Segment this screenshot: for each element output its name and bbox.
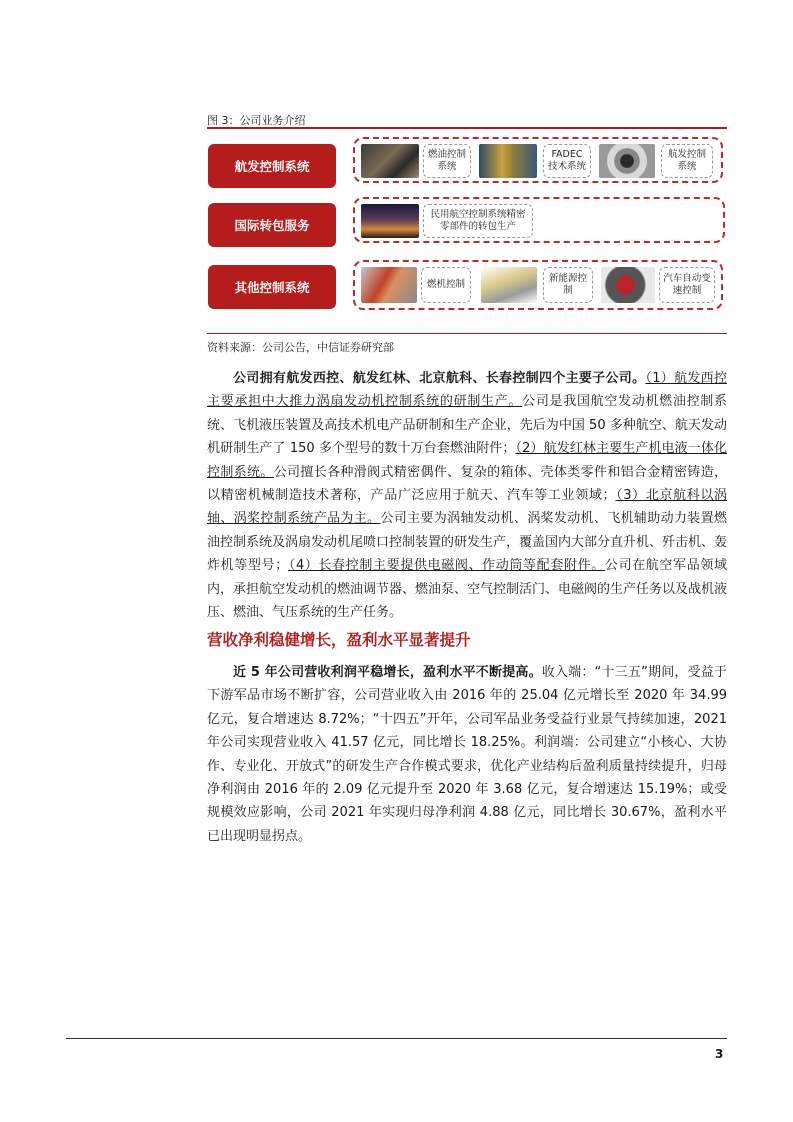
section-heading: 营收净利稳健增长，盈利水平显著提升 <box>207 631 471 649</box>
label-engine-control: 航发控制系统 <box>661 144 713 178</box>
figure-top-rule <box>207 127 727 129</box>
turbine-photo <box>599 144 655 178</box>
paragraph-subsidiaries <box>207 367 727 624</box>
group-international-subcontract <box>353 197 725 243</box>
para1-changchun: （4）长春控制主要提供电磁阀、作动筒等配套附件。 <box>288 558 605 574</box>
paragraph-financials <box>207 661 727 848</box>
label-gas-turbine-control: 燃机控制 <box>421 267 471 303</box>
category-other-control: 其他控制系统 <box>208 265 336 309</box>
para1-honglin-detail: 公司擅长各种滑阀式精密偶件、复杂的箱体、壳体类零件和铝合金精密铸造，以精密机械制造技术著称，产品广泛应用于航天、汽车等工业领域； <box>207 464 727 504</box>
label-subcontract: 民用航空控制系统精密零部件的转包生产 <box>423 204 533 238</box>
factory-photo <box>479 144 537 178</box>
figure-source: 资料来源：公司公告，中信证券研究部 <box>207 341 394 354</box>
para2-lead: 近 5 年公司营收利润平稳增长，盈利水平不断提高。 <box>233 665 542 680</box>
para1-hangke: （3）北京航科以涡轴、涡桨控制系统产品为主。 <box>207 488 727 527</box>
transmission-photo <box>601 267 655 303</box>
label-auto-transmission-control: 汽车自动变速控制 <box>659 267 715 303</box>
para1-changchun-detail: 公司在航空军品领域内，承担航空发动机的燃油调节器、燃油泵、空气控制活门、电磁阀的生产任务以及战机液压、燃油、气压系统的生产任务。 <box>207 558 728 621</box>
para1-hangke-detail: 公司主要为涡轴发动机、涡桨发动机、飞机辅助动力装置燃油控制系统及涡扇发动机尾喷口控制装置的研发生产，覆盖国内大部分直升机、歼击机、轰炸机等型号； <box>207 511 728 574</box>
label-fadec: FADEC技术系统 <box>543 144 591 178</box>
para1-honglin: （2）航发红林主要生产机电液一体化控制系统。 <box>207 441 727 480</box>
group-aero-engine-control <box>353 137 723 183</box>
para2-body: 收入端：“十三五”期间，受益于下游军品市场不断扩容，公司营业收入由 2016 年的 25.04 亿元增长至 2020 年 34.99 亿元，复合增速达 8.72%；“十四五”开年，公司军品业务受益行业景气持续加速，2021 年公司实现营业收入 41.57 亿元，同比增长 18.25%。利润端：公司建立“小核心、大协作、专业化、开放式”的研发生产合作模式要求，优化产业结构后盈利质量持续提升，归母净利润由 2016 年的 2.09 亿元提升至 2020 年 3.68 亿元，复合增速达 15.19%；或受规模效应影响，公司 2021 年实现归母净利润 4.88 亿元，同比增长 30.67%，盈利水平已出现明显拐点。 <box>207 665 727 844</box>
para1-lead: 公司拥有航发西控、航发红林、北京航科、长春控制四个主要子公司。 <box>233 371 646 386</box>
para1-xikong-detail: 公司是我国航空发动机燃油控制系统、飞机液压装置及高技术机电产品研制和生产企业，先后为中国 50 多种航空、航天发动机研制生产了 150 多个型号的数十万台套燃油附件； <box>207 394 727 457</box>
sunset-photo <box>361 204 419 238</box>
gas-turbine-photo <box>361 267 417 303</box>
footer-rule <box>66 1038 727 1039</box>
page-number: 3 <box>715 1047 724 1061</box>
battery-controller-photo <box>481 267 537 303</box>
engine-photo <box>361 144 419 178</box>
figure-bottom-rule <box>207 333 727 334</box>
category-aero-engine-control: 航发控制系统 <box>208 144 336 188</box>
label-fuel-control: 燃油控制系统 <box>423 144 471 178</box>
category-international-subcontract: 国际转包服务 <box>208 203 336 247</box>
para1-xikong: （1）航发西控主要承担中大推力涡扇发动机控制系统的研制生产。 <box>207 371 727 410</box>
figure-title: 图 3：公司业务介绍 <box>207 114 306 127</box>
label-new-energy-control: 新能源控制 <box>543 267 593 303</box>
group-other-control <box>353 260 723 310</box>
